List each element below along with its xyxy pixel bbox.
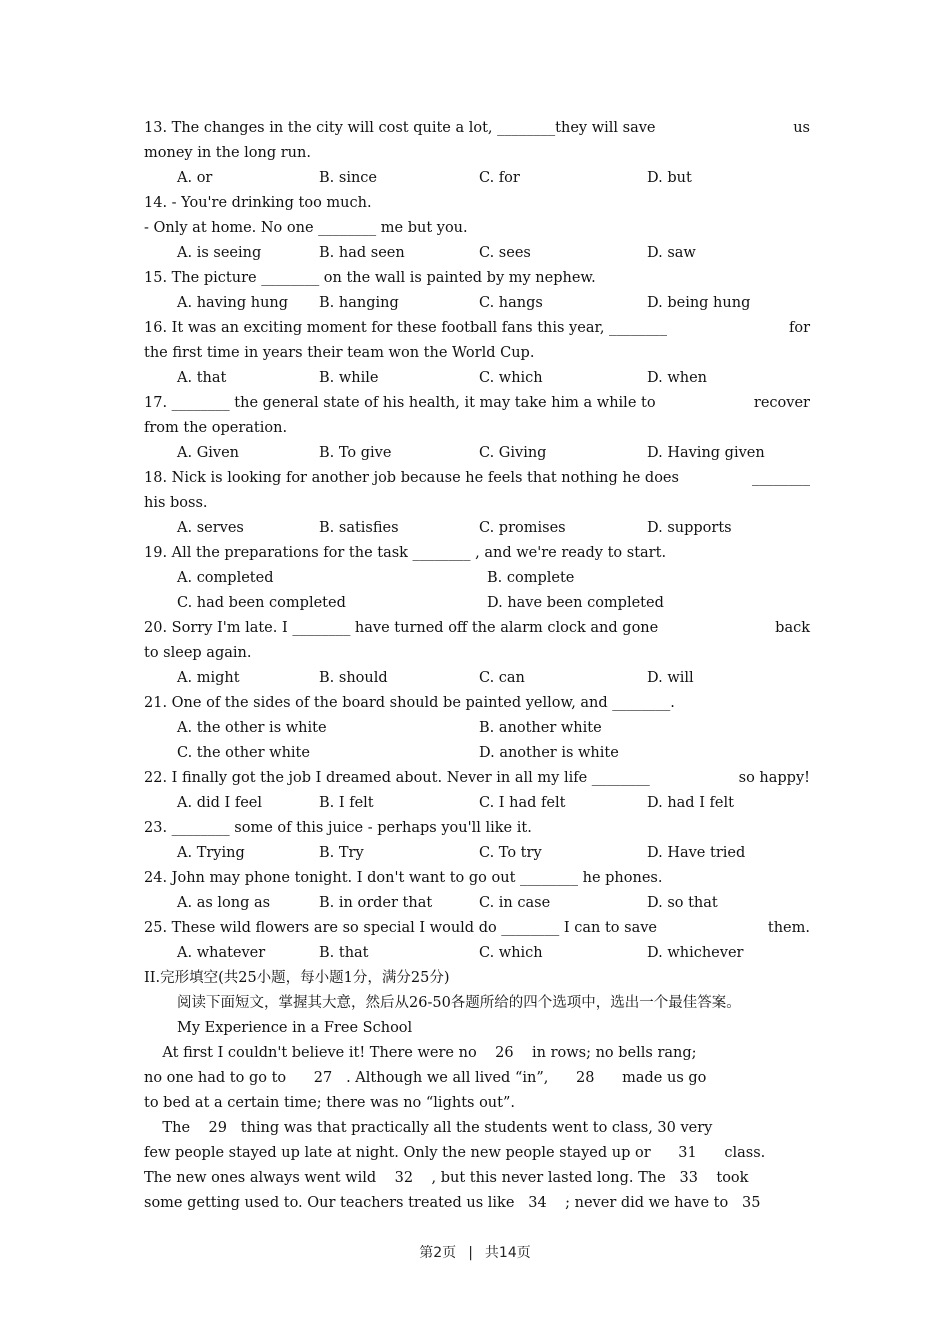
option: B. I felt xyxy=(319,795,374,811)
option: C. can xyxy=(479,670,525,686)
passage-line: The new ones always went wild 32 , but this never lasted long. The 33 took xyxy=(144,1170,749,1186)
question-stem-line: 23. ________ some of this juice - perhaps you'll like it. xyxy=(144,820,532,836)
option: C. had been completed xyxy=(177,595,346,611)
passage-line: no one had to go to 27 . Although we all lived “in”, 28 made us go xyxy=(144,1070,707,1086)
stem-text: 22. I finally got the job I dreamed about. Never in all my life ________ xyxy=(144,770,650,786)
option: D. being hung xyxy=(647,295,751,311)
option: A. did I feel xyxy=(177,795,263,811)
section-instruction: 阅读下面短文，掌握其大意，然后从26-50各题所给的四个选项中，选出一个最佳答案。 xyxy=(177,995,741,1011)
options-row xyxy=(144,716,810,741)
option: B. hanging xyxy=(319,295,399,311)
passage-line: some getting used to. Our teachers treated us like 34 ; never did we have to 35 xyxy=(144,1195,761,1211)
options-row xyxy=(144,841,810,866)
option: D. when xyxy=(647,370,707,386)
option: C. the other white xyxy=(177,745,310,761)
option: C. sees xyxy=(479,245,531,261)
stem-text: 17. ________ the general state of his health, it may take him a while to xyxy=(144,395,656,411)
stem-text: 18. Nick is looking for another job because he feels that nothing he does xyxy=(144,470,679,486)
option: B. should xyxy=(319,670,388,686)
stem-text-end: for xyxy=(788,320,810,336)
option: C. I had felt xyxy=(479,795,566,811)
option: D. another is white xyxy=(479,745,619,761)
option: D. so that xyxy=(647,895,718,911)
stem-text-end: so happy! xyxy=(738,770,810,786)
options-row xyxy=(144,666,810,691)
options-row xyxy=(144,941,810,966)
question-stem-line: 14. - You're drinking too much. xyxy=(144,195,372,211)
stem-text: 25. These wild flowers are so special I would do ________ I can to save xyxy=(144,920,657,936)
option: A. the other is white xyxy=(177,720,327,736)
options-row xyxy=(144,516,810,541)
question-stem-line: 15. The picture ________ on the wall is painted by my nephew. xyxy=(144,270,596,286)
options-row xyxy=(144,241,810,266)
option: A. as long as xyxy=(177,895,271,911)
option: B. that xyxy=(319,945,369,961)
option: A. Given xyxy=(177,445,240,461)
option: C. promises xyxy=(479,520,566,536)
option: A. Trying xyxy=(177,845,245,861)
passage-line: to bed at a certain time; there was no “lights out”. xyxy=(144,1095,515,1111)
passage-title: My Experience in a Free School xyxy=(177,1020,413,1036)
option: D. but xyxy=(647,170,692,186)
stem-text-end: us xyxy=(793,120,810,136)
option: B. while xyxy=(319,370,379,386)
question-stem-line xyxy=(144,391,810,416)
options-row xyxy=(144,591,810,616)
option: D. whichever xyxy=(647,945,744,961)
option: C. which xyxy=(479,945,543,961)
question-stem-line: 24. John may phone tonight. I don't want to go out ________ he phones. xyxy=(144,870,663,886)
option: C. in case xyxy=(479,895,551,911)
stem-text: 13. The changes in the city will cost quite a lot, ________they will save xyxy=(144,120,656,136)
option: B. Try xyxy=(319,845,364,861)
option: A. that xyxy=(177,370,227,386)
question-stem-line: 19. All the preparations for the task ________ , and we're ready to start. xyxy=(144,545,667,561)
option: A. completed xyxy=(177,570,274,586)
option: C. hangs xyxy=(479,295,543,311)
option: C. which xyxy=(479,370,543,386)
page-total: 共14页 xyxy=(484,1245,531,1261)
option: B. since xyxy=(319,170,377,186)
footer-separator: | xyxy=(468,1245,473,1261)
passage-line: few people stayed up late at night. Only the new people stayed up or 31 class. xyxy=(144,1145,766,1161)
stem-text: 16. It was an exciting moment for these football fans this year, ________ xyxy=(144,320,668,336)
stem-text-end: them. xyxy=(767,920,810,936)
option: B. had seen xyxy=(319,245,405,261)
question-stem-line: from the operation. xyxy=(144,420,288,436)
stem-text-end: back xyxy=(775,620,810,636)
option: C. for xyxy=(479,170,520,186)
option: A. serves xyxy=(177,520,244,536)
stem-text-end: ________ xyxy=(752,470,810,486)
options-row xyxy=(144,166,810,191)
option: D. have been completed xyxy=(487,595,664,611)
exam-content xyxy=(144,116,810,1216)
option: B. satisfies xyxy=(319,520,399,536)
question-stem-line xyxy=(144,116,810,141)
question-stem-line: - Only at home. No one ________ me but you. xyxy=(144,220,468,236)
options-row xyxy=(144,441,810,466)
option: D. Have tried xyxy=(647,845,746,861)
options-row xyxy=(144,566,810,591)
question-stem-line xyxy=(144,916,810,941)
option: D. supports xyxy=(647,520,732,536)
passage-line: The 29 thing was that practically all the students went to class, 30 very xyxy=(144,1120,713,1136)
options-row xyxy=(144,741,810,766)
option: D. Having given xyxy=(647,445,765,461)
options-row xyxy=(144,291,810,316)
option: B. in order that xyxy=(319,895,433,911)
option: C. Giving xyxy=(479,445,547,461)
option: D. will xyxy=(647,670,694,686)
option: D. had I felt xyxy=(647,795,734,811)
option: B. another white xyxy=(479,720,602,736)
option: A. having hung xyxy=(177,295,289,311)
option: A. might xyxy=(177,670,240,686)
page-footer xyxy=(0,1242,950,1262)
passage-line: At first I couldn't believe it! There were no 26 in rows; no bells rang; xyxy=(144,1045,697,1061)
option: A. whatever xyxy=(177,945,266,961)
question-stem-line xyxy=(144,466,810,491)
option: D. saw xyxy=(647,245,696,261)
question-stem-line: to sleep again. xyxy=(144,645,252,661)
question-stem-line: money in the long run. xyxy=(144,145,311,161)
question-stem-line xyxy=(144,766,810,791)
options-row xyxy=(144,366,810,391)
section-heading: II.完形填空(共25小题，每小题1分，满分25分) xyxy=(144,970,450,986)
stem-text-end: recover xyxy=(753,395,810,411)
question-stem-line xyxy=(144,316,810,341)
option: B. To give xyxy=(319,445,392,461)
stem-text: 20. Sorry I'm late. I ________ have turned off the alarm clock and gone xyxy=(144,620,659,636)
option: B. complete xyxy=(487,570,575,586)
option: A. is seeing xyxy=(177,245,262,261)
question-stem-line: 21. One of the sides of the board should be painted yellow, and ________. xyxy=(144,695,675,711)
question-stem-line xyxy=(144,616,810,641)
question-stem-line: his boss. xyxy=(144,495,208,511)
option: A. or xyxy=(177,170,213,186)
page-number: 第2页 xyxy=(419,1245,457,1261)
question-stem-line: the first time in years their team won the World Cup. xyxy=(144,345,535,361)
option: C. To try xyxy=(479,845,542,861)
options-row xyxy=(144,891,810,916)
options-row xyxy=(144,791,810,816)
